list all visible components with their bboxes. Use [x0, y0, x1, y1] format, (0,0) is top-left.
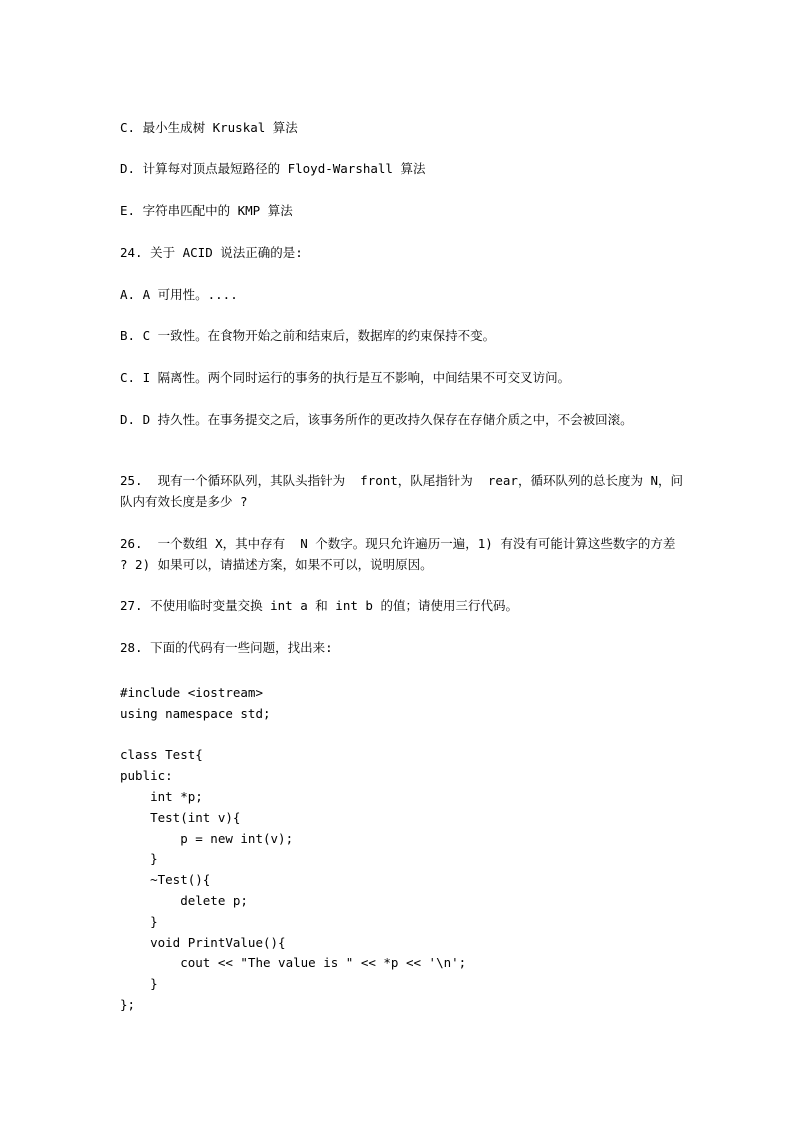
question-24-option-b: B. C 一致性。在食物开始之前和结束后，数据库的约束保持不变。 [120, 328, 496, 343]
code-block: #include <iostream> using namespace std; class Test{ public: int *p; Test(int v){ p = new int(v); } ~Test(){ delete p; } void PrintValue(){ cout << "The value is " << *p << '\n'; } }; [120, 685, 467, 1012]
question-28: 28. 下面的代码有一些问题，找出来: [120, 640, 333, 655]
question-25: 25. 现有一个循环队列，其队头指针为 front，队尾指针为 rear，循环队列的总长度为 N，问队内有效长度是多少 ? [120, 473, 684, 509]
option-c-kruskal: C. 最小生成树 Kruskal 算法 [120, 120, 298, 135]
question-24: 24. 关于 ACID 说法正确的是: [120, 245, 303, 260]
option-d-floyd-warshall: D. 计算每对顶点最短路径的 Floyd-Warshall 算法 [120, 161, 426, 176]
question-27: 27. 不使用临时变量交换 int a 和 int b 的值；请使用三行代码。 [120, 598, 518, 613]
question-24-option-d: D. D 持久性。在事务提交之后，该事务所作的更改持久保存在存储介质之中，不会被回滚。 [120, 412, 633, 427]
question-26: 26. 一个数组 X，其中存有 N 个数字。现只允许遍历一遍，1) 有没有可能计算这些数字的方差 ? 2) 如果可以，请描述方案，如果不可以，说明原因。 [120, 536, 683, 572]
option-e-kmp: E. 字符串匹配中的 KMP 算法 [120, 203, 293, 218]
question-24-option-c: C. I 隔离性。两个同时运行的事务的执行是互不影响，中间结果不可交叉访问。 [120, 370, 571, 385]
question-24-option-a: A. A 可用性。.... [120, 287, 238, 302]
